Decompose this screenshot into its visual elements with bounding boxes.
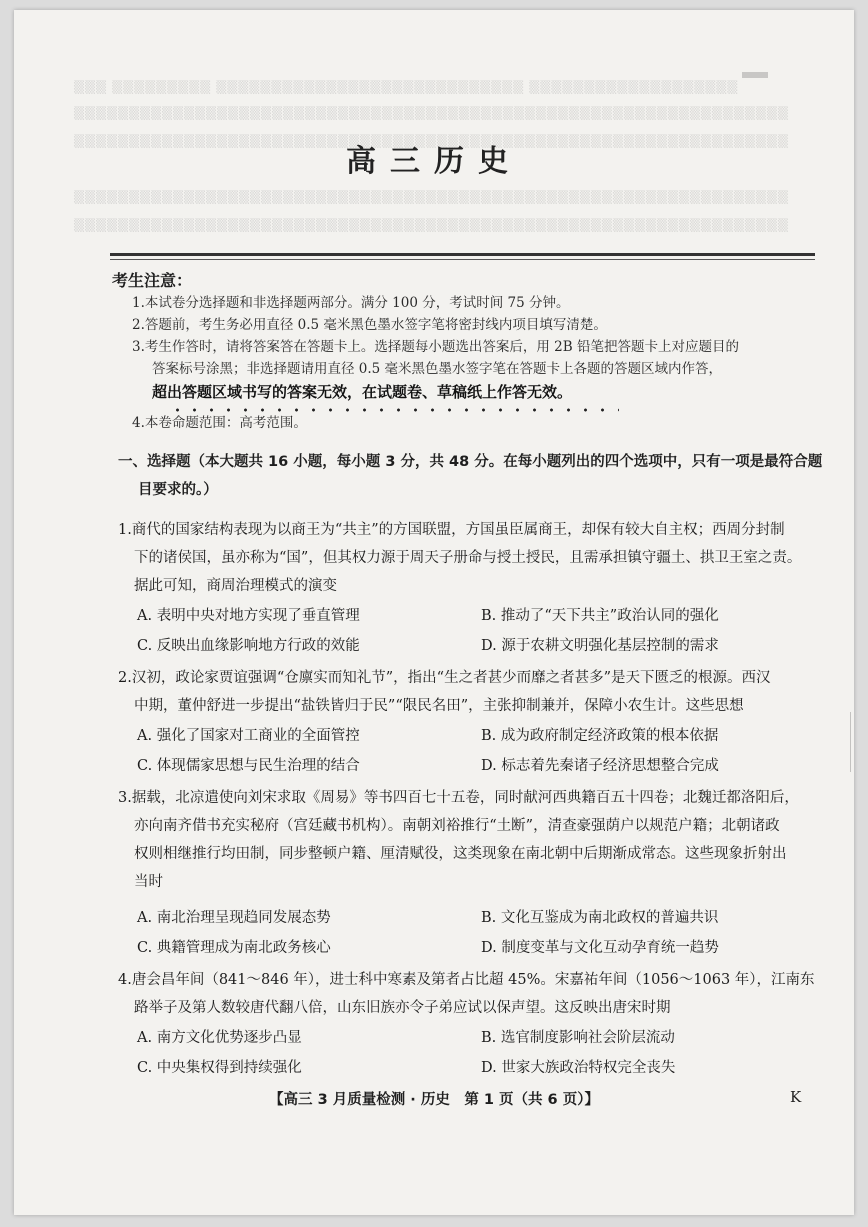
- question-3-stem: 3.据载，北凉遣使向刘宋求取《周易》等书四百七十五卷，同时献河西典籍百五十四卷；北魏迁都洛阳后，: [118, 790, 799, 806]
- question-4-stem: 4.唐会昌年间（841～846 年），进士科中寒素及第者占比超 45%。宋嘉祐年间（1056～1063 年），江南东: [118, 972, 815, 988]
- page-title: 高三历史: [346, 144, 522, 179]
- scan-edge-mark: [850, 712, 851, 772]
- question-3-option-d[interactable]: D. 制度变革与文化互动孕育统一趋势: [481, 940, 719, 956]
- question-3-option-b[interactable]: B. 文化互鉴成为南北政权的普遍共识: [481, 910, 719, 926]
- question-4-option-c[interactable]: C. 中央集权得到持续强化: [137, 1060, 302, 1076]
- question-2-option-d[interactable]: D. 标志着先秦诸子经济思想整合完成: [481, 758, 719, 774]
- question-2-option-c[interactable]: C. 体现儒家思想与民生治理的结合: [137, 758, 360, 774]
- section-heading: 目要求的。）: [138, 482, 218, 498]
- question-4-option-b[interactable]: B. 选官制度影响社会阶层流动: [481, 1030, 675, 1046]
- bleed-through-text: ▒▒▒▒▒▒▒▒▒▒▒▒▒▒▒▒▒▒▒▒▒▒▒▒▒▒▒▒▒▒▒▒▒▒▒▒▒▒▒▒▒▒▒▒▒▒▒▒▒▒▒▒▒▒▒▒▒▒▒▒▒▒▒▒▒: [74, 218, 789, 233]
- question-1-stem: 1.商代的国家结构表现为以商王为“共主”的方国联盟，方国虽臣属商王，却保有较大自主权；西周分封制: [118, 522, 785, 538]
- bleed-through-text: ▒▒▒▒▒▒▒▒▒▒▒▒▒▒▒▒▒▒▒▒▒▒▒▒▒▒▒▒▒▒▒▒▒▒▒▒▒▒▒▒▒▒▒▒▒▒▒▒▒▒▒▒▒▒▒▒▒▒▒▒▒▒▒▒▒: [74, 134, 789, 149]
- bleed-through-text: ▒▒▒▒▒▒▒▒▒▒▒▒▒▒▒▒▒▒▒▒▒▒▒▒▒▒▒▒▒▒▒▒▒▒▒▒▒▒▒▒▒▒▒▒▒▒▒▒▒▒▒▒▒▒▒▒▒▒▒▒▒▒▒▒▒: [74, 106, 789, 121]
- question-2-stem: 中期，董仲舒进一步提出“盐铁皆归于民”“限民名田”，主张抑制兼并，保障小农生计。这些思想: [134, 698, 744, 714]
- question-3-option-a[interactable]: A. 南北治理呈现趋同发展态势: [137, 910, 331, 926]
- question-1-stem: 下的诸侯国，虽亦称为“国”，但其权力源于周天子册命与授土授民，且需承担镇守疆土、拱卫王室之责。: [134, 550, 802, 566]
- scan-mark: [742, 72, 768, 78]
- question-2-option-a[interactable]: A. 强化了国家对工商业的全面管控: [137, 728, 360, 744]
- page-footer: 【高三 3 月质量检测 · 历史 第 1 页（共 6 页）】: [269, 1092, 599, 1108]
- question-1-option-c[interactable]: C. 反映出血缘影响地方行政的效能: [137, 638, 360, 654]
- notice-item: 3.考生作答时，请将答案答在答题卡上。选择题每小题选出答案后，用 2B 铅笔把答题卡上对应题目的: [132, 339, 739, 355]
- question-1-stem: 据此可知，商周治理模式的演变: [134, 578, 337, 594]
- notice-item: 2.答题前，考生务必用直径 0.5 毫米黑色墨水签字笔将密封线内项目填写清楚。: [132, 317, 607, 333]
- notice-item: 1.本试卷分选择题和非选择题两部分。满分 100 分，考试时间 75 分钟。: [132, 295, 570, 311]
- question-3-stem: 当时: [134, 874, 163, 890]
- paper-code: K: [790, 1088, 802, 1106]
- question-2-option-b[interactable]: B. 成为政府制定经济政策的根本依据: [481, 728, 719, 744]
- notice-warning: 超出答题区域书写的答案无效，在试题卷、草稿纸上作答无效。: [152, 383, 573, 401]
- question-1-option-a[interactable]: A. 表明中央对地方实现了垂直管理: [137, 608, 360, 624]
- header-divider: [110, 253, 815, 256]
- section-heading: 一、选择题（本大题共 16 小题，每小题 3 分，共 48 分。在每小题列出的四个选项中，只有一项是最符合题: [118, 454, 823, 470]
- notice-item: 4.本卷命题范围：高考范围。: [132, 415, 307, 431]
- header-divider-thin: [110, 259, 815, 260]
- bleed-through-text: ▒▒▒▒▒▒▒▒▒▒▒▒▒▒▒▒▒▒▒▒▒▒▒▒▒▒▒▒▒▒▒▒▒▒▒▒▒▒▒▒▒▒▒▒▒▒▒▒▒▒▒▒▒▒▒▒▒▒▒▒▒▒▒▒▒: [74, 190, 789, 205]
- notice-heading: 考生注意：: [112, 271, 193, 290]
- exam-page: [14, 10, 854, 1215]
- question-1-option-b[interactable]: B. 推动了“天下共主”政治认同的强化: [481, 608, 719, 624]
- question-4-option-d[interactable]: D. 世家大族政治特权完全丧失: [481, 1060, 676, 1076]
- question-1-option-d[interactable]: D. 源于农耕文明强化基层控制的需求: [481, 638, 719, 654]
- notice-item: 答案标号涂黑；非选择题请用直径 0.5 毫米黑色墨水签字笔在答题卡上各题的答题区域内作答，: [152, 361, 723, 377]
- question-4-stem: 路举子及第人数较唐代翻八倍，山东旧族亦令子弟应试以保声望。这反映出唐宋时期: [134, 1000, 671, 1016]
- question-3-option-c[interactable]: C. 典籍管理成为南北政务核心: [137, 940, 331, 956]
- question-3-stem: 权则相继推行均田制，同步整顿户籍、厘清赋役，这类现象在南北朝中后期渐成常态。这些现象折射出: [134, 846, 787, 862]
- question-4-option-a[interactable]: A. 南方文化优势逐步凸显: [137, 1030, 302, 1046]
- question-3-stem: 亦向南齐借书充实秘府（宫廷藏书机构）。南朝刘裕推行“土断”，清查豪强荫户以规范户籍；北朝诸政: [134, 818, 780, 834]
- question-2-stem: 2.汉初，政论家贾谊强调“仓廪实而知礼节”，指出“生之者甚少而靡之者甚多”是天下匮乏的根源。西汉: [118, 670, 771, 686]
- bleed-through-text: ▒▒▒ ▒▒▒▒▒▒▒▒▒ ▒▒▒▒▒▒▒▒▒▒▒▒▒▒▒▒▒▒▒▒▒▒▒▒▒▒▒▒ ▒▒▒▒▒▒▒▒▒▒▒▒▒▒▒▒▒▒▒: [74, 80, 739, 95]
